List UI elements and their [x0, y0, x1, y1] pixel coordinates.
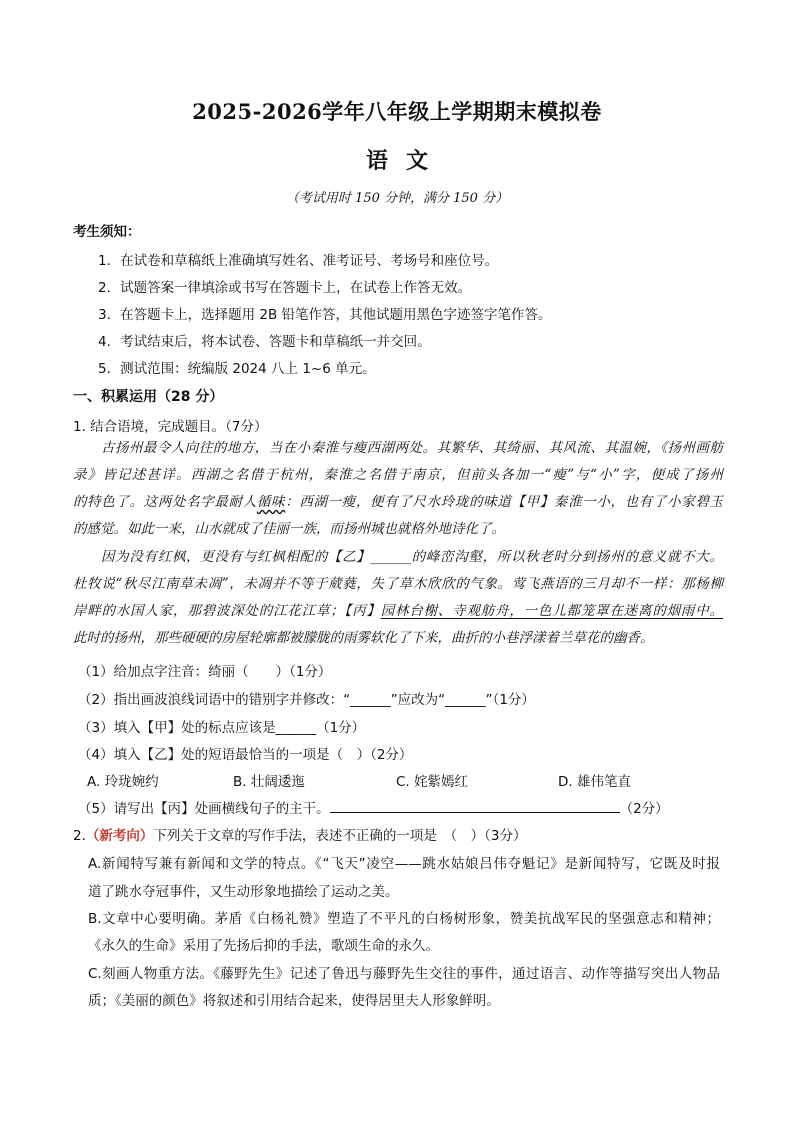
- page-title: 2025-2026学年八年级上学期期末模拟卷: [192, 99, 602, 124]
- new-trend-tag: （新考向）: [85, 828, 154, 844]
- section-heading: 一、积累运用（28 分）: [73, 389, 224, 405]
- passage-line: [73, 496, 723, 510]
- sub-question-text: （5）请写出【丙】处画横线句子的主干。: [78, 801, 330, 817]
- sub-question-4: （4）填入【乙】处的短语最恰当的一项是（ ）（2分）: [78, 747, 413, 763]
- sub-question-3: （3）填入【甲】处的标点应该是______（1分）: [78, 720, 366, 736]
- option-line: A.新闻特写兼有新闻和文学的特点。《“飞天”凌空——跳水姑娘吕伟夺魁记》是新闻特写，它既及时报: [88, 856, 720, 872]
- exam-info: （考试用时 150 分钟，满分 150 分）: [285, 191, 509, 206]
- subject-title: 语文: [365, 148, 446, 174]
- notice-item: 5．测试范围：统编版 2024 八上 1~6 单元。: [98, 361, 376, 377]
- option-b: B. 壮阔逶迤: [233, 774, 305, 790]
- notice-item: 4．考试结束后，将本试卷、答题卡和草稿纸一并交回。: [98, 334, 431, 350]
- sub-question-1: （1）给加点字注音：绮丽（ ）（1分）: [78, 664, 332, 680]
- option-line: B.文章中心要明确。茅盾《白杨礼赞》塑造了不平凡的白杨树形象，赞美抗战军民的坚强意志和精神；: [88, 911, 720, 927]
- sub-question-5: [78, 797, 669, 817]
- option-line: 道了跳水夺冠事件，又生动形象地描绘了运动之美。: [88, 884, 399, 900]
- question-1-stem: 1. 结合语境，完成题目。（7分）: [73, 419, 268, 435]
- sub-question-2: （2）指出画波浪线词语中的错别字并修改：“______”应改为“______”（1分）: [78, 692, 535, 708]
- option-line: 《永久的生命》采用了先扬后抑的手法，歌颂生命的永久。: [88, 938, 439, 954]
- underlined-sentence: 园林台榭、寺观舫舟，一色儿都笼罩在迷离的烟雨中。: [380, 603, 724, 619]
- option-line: C.刻画人物重方法。《藤野先生》记述了鲁迅与藤野先生交往的事件，通过语言、动作等描写突出人物品: [88, 966, 720, 982]
- notice-item: 1．在试卷和草稿纸上准确填写姓名、准考证号、考场号和座位号。: [98, 253, 499, 269]
- option-d: D. 雄伟笔直: [558, 774, 631, 790]
- notice-heading: 考生须知：: [73, 224, 141, 240]
- question-number: 2.: [73, 828, 86, 844]
- question-text: 下列关于文章的写作手法，表述不正确的一项是 （ ）（3分）: [153, 828, 527, 844]
- notice-item: 2．试题答案一律填涂或书写在答题卡上，在试卷上作答无效。: [98, 280, 472, 296]
- option-line: 质；《美丽的颜色》将叙述和引用结合起来，使得居里夫人形象鲜明。: [88, 993, 500, 1009]
- passage-line: 此时的扬州，那些硬硬的房屋轮廓都被朦胧的雨雾软化了下来，曲折的小巷浮漾着兰草花的幽香。: [73, 630, 654, 646]
- passage-line: 的感觉。如此一来，山水就成了佳丽一族，而扬州城也就格外地诗化了。: [73, 521, 505, 537]
- notice-item: 3．在答题卡上，选择题用 2B 铅笔作答，其他试题用黑色字迹签字笔作答。: [98, 307, 552, 323]
- question-2-stem: [73, 824, 526, 844]
- option-a: A. 玲珑婉约: [87, 774, 159, 790]
- passage-line: 杜牧说“秋尽江南草未凋”，未凋并不等于葳蕤，失了草木欣欣的气象。莺飞燕语的三月却不一样：那杨柳: [73, 576, 723, 592]
- passage-text: 的特色了。这两处名字最耐人: [73, 494, 257, 510]
- passage-line: 古扬州最令人向往的地方，当在小秦淮与瘦西湖两处。其繁华、其绮丽、其风流、其温婉，《扬州画舫: [101, 440, 723, 456]
- answer-blank: [330, 800, 620, 813]
- passage-text: 岸畔的水国人家，那碧波深处的江花江草；【丙】: [73, 603, 381, 619]
- passage-line: [73, 605, 723, 619]
- wavy-underlined-word: 循味: [256, 494, 286, 510]
- option-c: C. 姹紫嫣红: [396, 774, 469, 790]
- passage-line: 录》皆记述甚详。西湖之名借于杭州，秦淮之名借于南京，但前头各加一“瘦”与“小”字，便成了扬州: [73, 467, 723, 483]
- passage-line: 因为没有红枫，更没有与红枫相配的【乙】______的峰峦沟壑，所以秋老时分到扬州的意义就不大。: [101, 549, 723, 565]
- passage-text: ：西湖一瘦，便有了尺水玲珑的味道【甲】秦淮一小，也有了小家碧玉: [285, 494, 724, 510]
- sub-question-score: （2分）: [619, 801, 669, 817]
